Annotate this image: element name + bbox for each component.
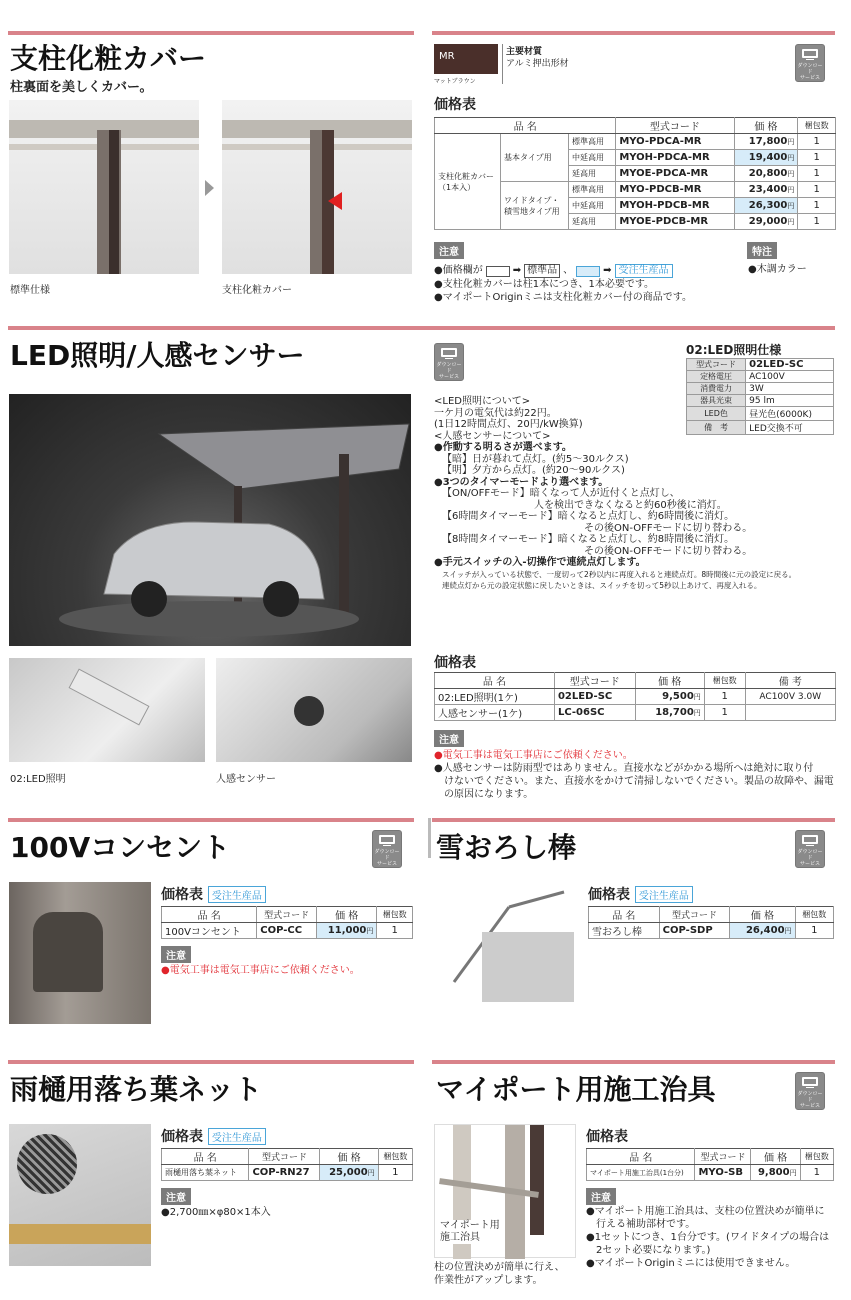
note: ●支柱化粧カバーは柱1本につき、1本必要です。 [434, 279, 655, 290]
snow-rod-illustration [434, 882, 576, 1002]
price-table: 品 名 型式コード 価 格 梱包数 100Vコンセント COP-CC 11,000円 1 [161, 906, 413, 939]
car-wheel [263, 581, 299, 617]
table-row: 雨樋用落ち葉ネット COP-RN27 25,000円 1 [162, 1165, 413, 1181]
table-row: 支柱化粧カバー（1本入） 基本タイプ用 標準高用 MYO-PDCA-MR 17,800円 1 [435, 134, 836, 150]
special-tag: 特注 [747, 242, 777, 259]
material-heading: 主要材質 [506, 47, 543, 57]
caption: 作業性がアップします。 [434, 1275, 543, 1286]
subtitle: 柱裏面を美しくカバー。 [10, 80, 153, 95]
special-note: ●木調カラー [748, 264, 807, 275]
section-divider [8, 326, 835, 330]
sensor-photo [216, 658, 412, 762]
jig-label: マイポート用 施工治具 [440, 1220, 500, 1243]
caption: 柱の位置決めが簡単に行え、 [434, 1262, 565, 1273]
note: ●電気工事は電気工事店にご依頼ください。 [434, 750, 633, 761]
download-service-icon[interactable]: ダウンロード サービス [795, 830, 825, 868]
note: ●人感センサーは防雨型ではありません。直接水などがかかる場所へは絶対に取り付 [434, 763, 814, 774]
table-row: 人感センサー(1ケ) LC-06SC 18,700円 1 [435, 705, 836, 721]
download-service-icon[interactable]: ダウンロード サービス [434, 343, 464, 381]
floor-light [59, 601, 359, 637]
caption: 02:LED照明 [10, 774, 66, 785]
led-photo [9, 658, 205, 762]
section-title: 雨樋用落ち葉ネット [10, 1073, 263, 1106]
caption: 人感センサー [216, 774, 276, 785]
arrow-right-icon [205, 180, 214, 196]
download-service-icon[interactable]: ダウンロード サービス [795, 44, 825, 82]
download-service-icon[interactable]: ダウンロード サービス [372, 830, 402, 868]
note: ●1セットにつき、1台分です。(ワイドタイプの場合は [586, 1232, 830, 1243]
price-table: 品 名 型式コード 価 格 梱包数 支柱化粧カバー（1本入） 基本タイプ用 標準高用 MYO-PDCA-MR 17,800円 1 中延高用 MYOH-PDCA-MR 19,400円 1 延高用 MYOE-PDCA-MR 20,800円 1 ワイドタイプ・積雪地タイプ用 標準高用 MYO-PDCB-MR 23,400円 1 中延高用 MYOH-PDCB-MR 26,300円 1 延高用 MYOE-PDCB-MR 29,000円 1 [434, 117, 836, 230]
note: ●電気工事は電気工事店にご依頼ください。 [161, 965, 360, 976]
table-row: 延高用 MYOE-PDCA-MR 20,800円 1 [435, 166, 836, 182]
color-swatch: MR [434, 44, 498, 74]
price-table-title: 価格表 [434, 97, 476, 113]
section-title: 100Vコンセント [10, 831, 231, 864]
material-value: アルミ押出形材 [506, 59, 569, 69]
note: けないでください。また、直接水をかけて清掃しないでください。製品の故障や、漏電 [444, 776, 834, 787]
swatch-name: マットブラウン [434, 78, 476, 85]
note-tag: 注意 [586, 1188, 616, 1205]
price-table: 品 名 型式コード 価 格 梱包数 備 考 02:LED照明(1ケ) 02LED-SC 9,500円 1 AC100V 3.0W 人感センサー(1ケ) LC-06SC 18,700円 1 [434, 672, 836, 721]
spec-title: 02:LED照明仕様 [686, 343, 782, 357]
note-tag: 注意 [161, 946, 191, 963]
table-row: 延高用 MYOE-PDCB-MR 29,000円 1 [435, 214, 836, 230]
table-row: ワイドタイプ・積雪地タイプ用 標準高用 MYO-PDCB-MR 23,400円 1 [435, 182, 836, 198]
outlet-photo [9, 882, 151, 1024]
led-description: <LED照明について> 一ケ月の電気代は約22円。 (1日12時間点灯、20円/kW換算) <人感センサーについて> ●作動する明るさが選べます。 【暗】日が暮れて点灯。(約5～30ルクス) 【明】夕方から点灯。(約20～90ルクス) ●3つのタイマーモードより選べます。 【ON/OFFモード】暗くなって人が近付くと点灯し、 人を検出できなくなると約60秒後に消灯。 【6時間タイマーモード】暗くなると点灯し、約6時間後に消灯。 その後ON-OFFモードに切り替わる。 【8時間タイマーモード】暗くなると点灯し、約8時間後に消灯。 その後ON-OFFモードに切り替わる。 ●手元スイッチの入-切操作で連続点灯します。 スイッチが入っている状態で、一度切って2秒以内に再度入れると連続点灯。8時間後に元の設定に戻る。 連続点灯から元の設定状態に戻したいときは、スイッチを切って5秒以上あけて、再度入れる。 [434, 396, 797, 590]
table-row: マイポート用施工治具(1台分) MYO-SB 9,800円 1 [587, 1165, 834, 1181]
note: ●マイポートOriginミニには使用できません。 [586, 1258, 796, 1269]
page-title: 支柱化粧カバー [10, 42, 207, 75]
caption: 支柱化粧カバー [222, 285, 292, 296]
note: ●2,700㎜×φ80×1本入 [161, 1207, 271, 1218]
price-table-title: 価格表 受注生産品 [588, 884, 693, 904]
table-row: 中延高用 MYOH-PDCA-MR 19,400円 1 [435, 150, 836, 166]
download-service-icon[interactable]: ダウンロード サービス [795, 1072, 825, 1110]
note-tag: 注意 [434, 730, 464, 747]
arrow-left-icon [328, 192, 342, 210]
caption: 標準仕様 [10, 285, 50, 296]
section-divider [8, 31, 414, 35]
note: 行える補助部材です。 [596, 1219, 696, 1230]
note-legend: ●価格欄が ➡ 標準品 、 ➡ 受注生産品 [434, 264, 673, 278]
pillar [339, 454, 349, 619]
section-title: LED照明/人感センサー [10, 339, 305, 372]
price-table-title: 価格表 受注生産品 [161, 1126, 266, 1146]
note: の原因になります。 [444, 789, 534, 800]
note-tag: 注意 [161, 1188, 191, 1205]
cover-photo [222, 100, 412, 274]
section-divider [432, 1060, 835, 1064]
section-title: 雪おろし棒 [436, 831, 577, 864]
spec-table: 型式コード 02LED-SC 定格電圧 AC100V 消費電力 3W 器具光束 95 lm LED色 昼光色(6000K) 備 考 LED交換不可 [686, 358, 834, 435]
standard-spec-photo [9, 100, 199, 274]
leaf-net-photo [9, 1124, 151, 1266]
section-title: マイポート用施工治具 [436, 1073, 716, 1106]
table-row: 中延高用 MYOH-PDCB-MR 26,300円 1 [435, 198, 836, 214]
note: ●マイポート用施工治具は、支柱の位置決めが簡単に [586, 1206, 825, 1217]
roof [159, 424, 409, 489]
table-row: 02:LED照明(1ケ) 02LED-SC 9,500円 1 AC100V 3.0W [435, 689, 836, 705]
price-table-title: 価格表 [434, 655, 476, 671]
table-row: 雪おろし棒 COP-SDP 26,400円 1 [589, 923, 834, 939]
note: ●マイポートOriginミニは支柱化粧カバー付の商品です。 [434, 292, 692, 303]
note-tag: 注意 [434, 242, 464, 259]
section-divider [8, 818, 414, 822]
section-divider [432, 31, 835, 35]
note: 2セット必要になります。) [596, 1245, 711, 1256]
price-table: 品 名 型式コード 価 格 梱包数 マイポート用施工治具(1台分) MYO-SB 9,800円 1 [586, 1148, 834, 1181]
price-table-title: 価格表 受注生産品 [161, 884, 266, 904]
section-divider [8, 1060, 414, 1064]
table-row: 100Vコンセント COP-CC 11,000円 1 [162, 923, 413, 939]
carport-photo [9, 394, 411, 646]
car-wheel [131, 581, 167, 617]
price-table: 品 名 型式コード 価 格 梱包数 雪おろし棒 COP-SDP 26,400円 1 [588, 906, 834, 939]
carport-illustration [9, 394, 411, 646]
section-divider [432, 818, 835, 822]
price-table-title: 価格表 [586, 1129, 628, 1145]
price-table: 品 名 型式コード 価 格 梱包数 雨樋用落ち葉ネット COP-RN27 25,000円 1 [161, 1148, 413, 1181]
